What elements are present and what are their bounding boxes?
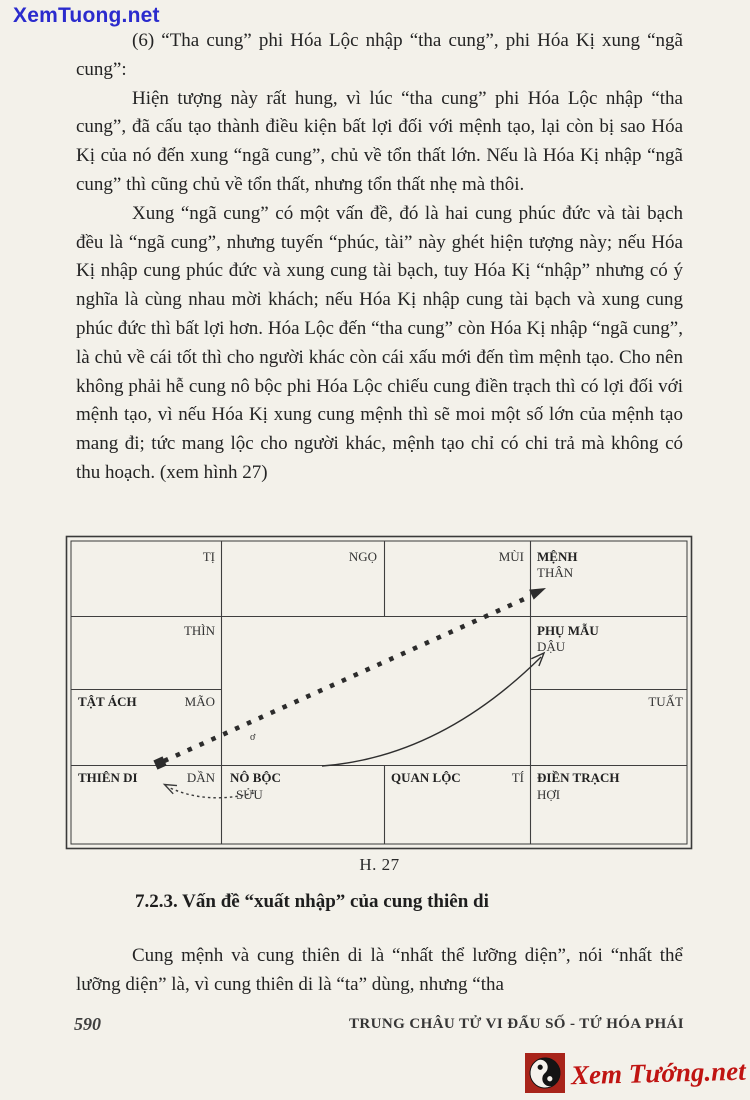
palace-label-thien-di: THIÊN DI (78, 770, 138, 785)
branch-label-thin: THÌN (183, 623, 215, 638)
palace-label-dien-trach: ĐIỀN TRẠCH (537, 770, 620, 785)
site-logo-text: Xem Tướng.net (570, 1055, 747, 1090)
tu-vi-chart (0, 530, 750, 860)
small-dotted-arrow-head (165, 785, 178, 794)
chart-outer-border (67, 537, 692, 849)
branch-label-suu: SỬU (236, 787, 263, 802)
body-text-after (76, 942, 683, 1000)
chart-grid-lines (71, 541, 687, 844)
body-text-block (76, 27, 683, 488)
palace-label-tat-ach: TẬT ÁCH (78, 694, 137, 709)
branch-label-tuat: TUẤT (648, 694, 683, 709)
dotted-arrow (153, 588, 546, 770)
body-paragraph: Hiện tượng này rất hung, vì lúc “tha cung” phi Hóa Lộc nhập “tha cung”, đã cấu tạo thành điều kiện bất lợi đối với mệnh tạo, lại còn bị sao Hóa Kị của nó đến xung “ngã cung”, chủ về tổn thất lớn. Nếu là Hóa Kị nhập “ngã cung” thì cũng chủ về tổn thất, nhưng tổn thất nhẹ mà thôi. (76, 87, 683, 195)
body-paragraph: Xung “ngã cung” có một vấn đề, đó là hai cung phúc đức và tài bạch đều là “ngã cung”, nhưng tuyến “phúc, tài” này ghét hiện tượng này; nếu Hóa Kị nhập cung phúc đức và xung cung tài bạch, tuy Hóa Kị “nhập” nhưng có ý nghĩa là cùng nhau mời khách; nếu Hóa Kị nhập cung tài bạch và xung cung phúc đức thì bất lợi hơn. Hóa Lộc đến “tha cung” còn Hóa Kị nhập “ngã cung”, là chủ về cái tốt thì cho người khác còn cái xấu mới đến tìm mệnh tạo. Cho nên không phải hễ cung nô bộc phi Hóa Lộc chiếu cung điền trạch thì có lợi đối với mệnh tạo, vì nếu Hóa Kị xung cung mệnh thì sẽ moi một số lớn của mệnh tạo mang đi; tức mang lộc cho người khác, mệnh tạo chỉ có chi trả mà không có thu hoạch. (xem hình 27) (76, 202, 683, 483)
page-number: 590 (74, 1014, 101, 1034)
chart-inner-border (71, 541, 687, 844)
branch-label-dan: DẦN (186, 770, 215, 785)
dotted-arrow-head (529, 588, 546, 600)
yin-yang-icon (525, 1053, 565, 1093)
branch-label-ti: TỊ (202, 549, 215, 564)
site-logo-bottom (525, 1053, 746, 1093)
branch-label-mao: MÃO (184, 694, 215, 709)
site-watermark-top: XemTuong.net (13, 4, 160, 27)
palace-label-phu-mau: PHỤ MẪU (537, 623, 599, 638)
branch-label-dau: DẬU (537, 639, 566, 654)
branch-label-ti-bottom: TÍ (511, 770, 524, 785)
figure-caption: H. 27 (359, 855, 400, 874)
branch-label-than: THÂN (537, 565, 574, 580)
palace-label-no-boc: NÔ BỘC (230, 770, 281, 785)
section-heading: 7.2.3. Vấn đề “xuất nhập” của cung thiên di (135, 891, 489, 912)
curved-arrow (322, 653, 544, 766)
figure-h27 (0, 530, 750, 865)
scan-speck: ơ (250, 732, 256, 743)
branch-label-ngo: NGỌ (348, 549, 377, 564)
body-paragraph: Cung mệnh và cung thiên di là “nhất thể lưỡng diện”, nói “nhất thể lưỡng diện” là, vì cung thiên di là “ta” dùng, nhưng “tha (76, 945, 683, 995)
palace-label-menh: MỆNH (537, 549, 578, 564)
book-title: TRUNG CHÂU TỬ VI ĐẨU SỐ - TỨ HÓA PHÁI (349, 1016, 684, 1032)
palace-label-quan-loc: QUAN LỘC (391, 770, 461, 785)
branch-label-mui: MÙI (498, 549, 524, 564)
body-paragraph: (6) “Tha cung” phi Hóa Lộc nhập “tha cung”, phi Hóa Kị xung “ngã cung”: (76, 30, 683, 80)
branch-label-hoi: HỢI (537, 787, 561, 802)
